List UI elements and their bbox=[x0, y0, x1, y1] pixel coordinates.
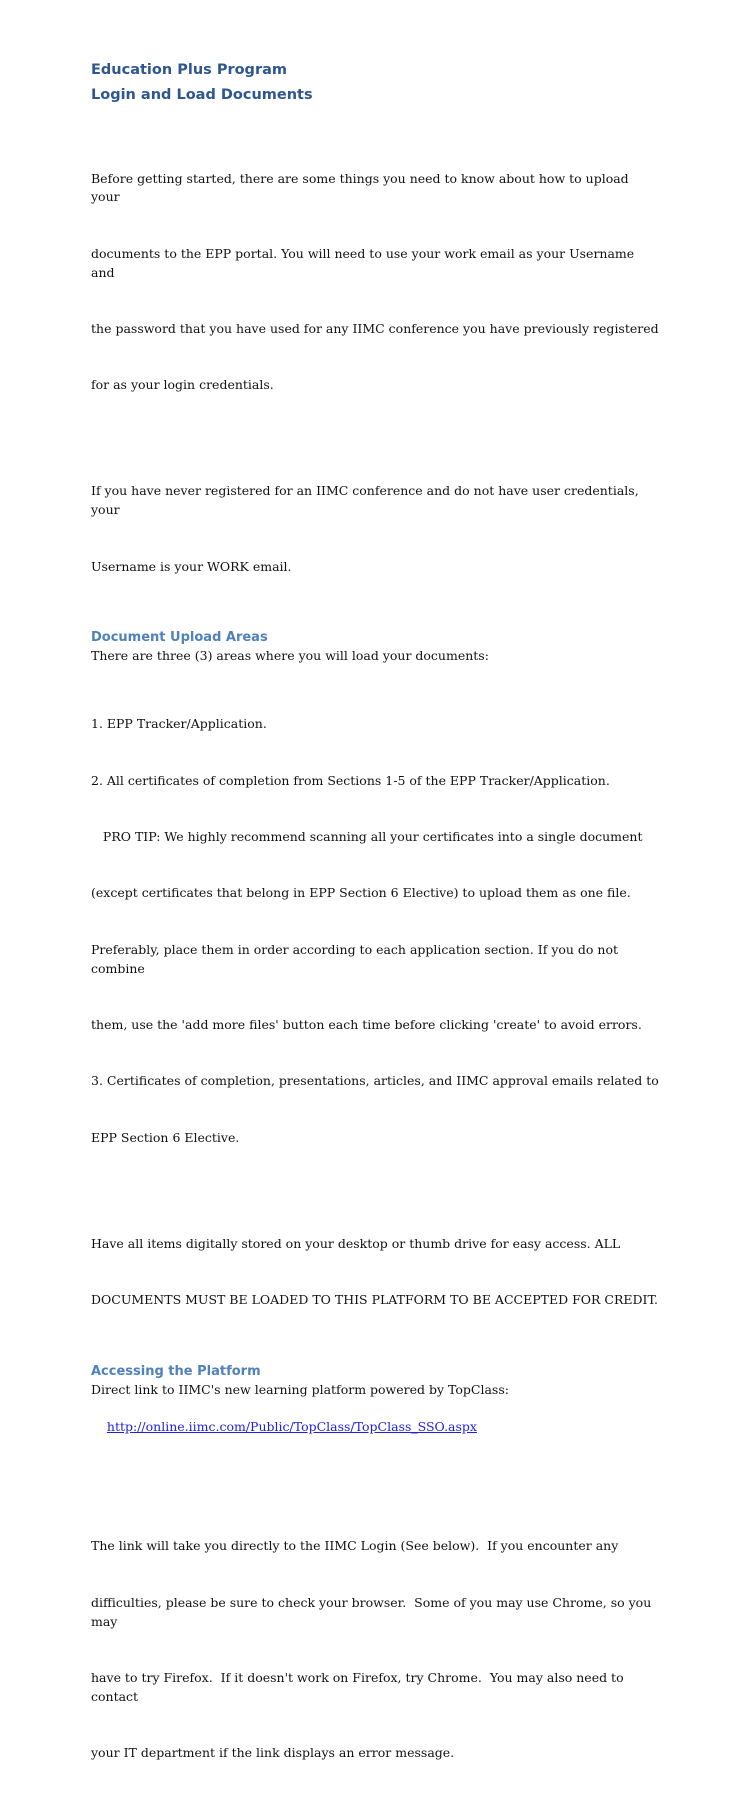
platform-intro: Direct link to IIMC's new learning platform powered by TopClass: bbox=[91, 1381, 509, 1397]
upload-areas-list bbox=[91, 678, 661, 1186]
document-page bbox=[91, 58, 661, 1801]
text-line: the password that you have used for any IIMC conference you have previously registered bbox=[91, 320, 659, 336]
pro-tip-line: Preferably, place them in order according to each application section. If you do not combine bbox=[91, 941, 623, 976]
topclass-sso-link[interactable]: http://online.iimc.com/Public/TopClass/TopClass_SSO.aspx bbox=[106, 1419, 477, 1435]
spacer bbox=[91, 108, 661, 132]
pro-tip-line: PRO TIP: We highly recommend scanning all your certificates into a single document bbox=[91, 829, 643, 845]
text-line: have to try Firefox. If it doesn't work on Firefox, try Chrome. You may also need to contact bbox=[91, 1669, 628, 1704]
spacer bbox=[91, 614, 661, 629]
list-item: EPP Section 6 Elective. bbox=[91, 1129, 240, 1145]
spacer bbox=[91, 666, 661, 678]
intro-paragraph-2 bbox=[91, 445, 661, 614]
text-line: for as your login credentials. bbox=[91, 377, 274, 393]
spacer bbox=[91, 433, 661, 445]
text-line: Have all items digitally stored on your desktop or thumb drive for easy access. ALL bbox=[91, 1235, 621, 1251]
text-line: difficulties, please be sure to check your browser. Some of you may use Chrome, so you may bbox=[91, 1594, 656, 1629]
text-line: If you have never registered for an IIMC conference and do not have user credentials, your bbox=[91, 483, 643, 518]
text-line: Before getting started, there are some things you need to know about how to upload your bbox=[91, 170, 633, 205]
text-line: DOCUMENTS MUST BE LOADED TO THIS PLATFORM TO BE ACCEPTED FOR CREDIT. bbox=[91, 1292, 658, 1308]
text-line: your IT department if the link displays an error message. bbox=[91, 1745, 455, 1761]
text-line: Username is your WORK email. bbox=[91, 558, 292, 574]
list-item: 3. Certificates of completion, presentations, articles, and IIMC approval emails related to bbox=[91, 1073, 659, 1089]
text-line: The link will take you directly to the IIMC Login (See below). If you encounter any bbox=[91, 1538, 619, 1554]
spacer bbox=[91, 1348, 661, 1363]
spacer bbox=[91, 1456, 661, 1500]
list-item: 2. All certificates of completion from Sections 1-5 of the EPP Tracker/Application. bbox=[91, 772, 610, 788]
pro-tip-line: them, use the 'add more files' button each time before clicking 'create' to avoid errors. bbox=[91, 1017, 642, 1033]
intro-paragraph-1 bbox=[91, 132, 661, 433]
heading-accessing-platform: Accessing the Platform bbox=[91, 1363, 261, 1379]
upload-areas-intro: There are three (3) areas where you will load your documents: bbox=[91, 647, 489, 663]
heading-upload-areas: Document Upload Areas bbox=[91, 629, 268, 645]
title-program: Education Plus Program bbox=[91, 62, 287, 78]
spacer bbox=[91, 1185, 661, 1197]
closing-paragraph bbox=[91, 1500, 661, 1801]
title-login: Login and Load Documents bbox=[91, 87, 313, 103]
pro-tip-line: (except certificates that belong in EPP Section 6 Elective) to upload them as one file. bbox=[91, 885, 631, 901]
upload-note-paragraph bbox=[91, 1197, 661, 1347]
text-line: documents to the EPP portal. You will need to use your work email as your Username and bbox=[91, 245, 639, 280]
list-item: 1. EPP Tracker/Application. bbox=[91, 716, 267, 732]
